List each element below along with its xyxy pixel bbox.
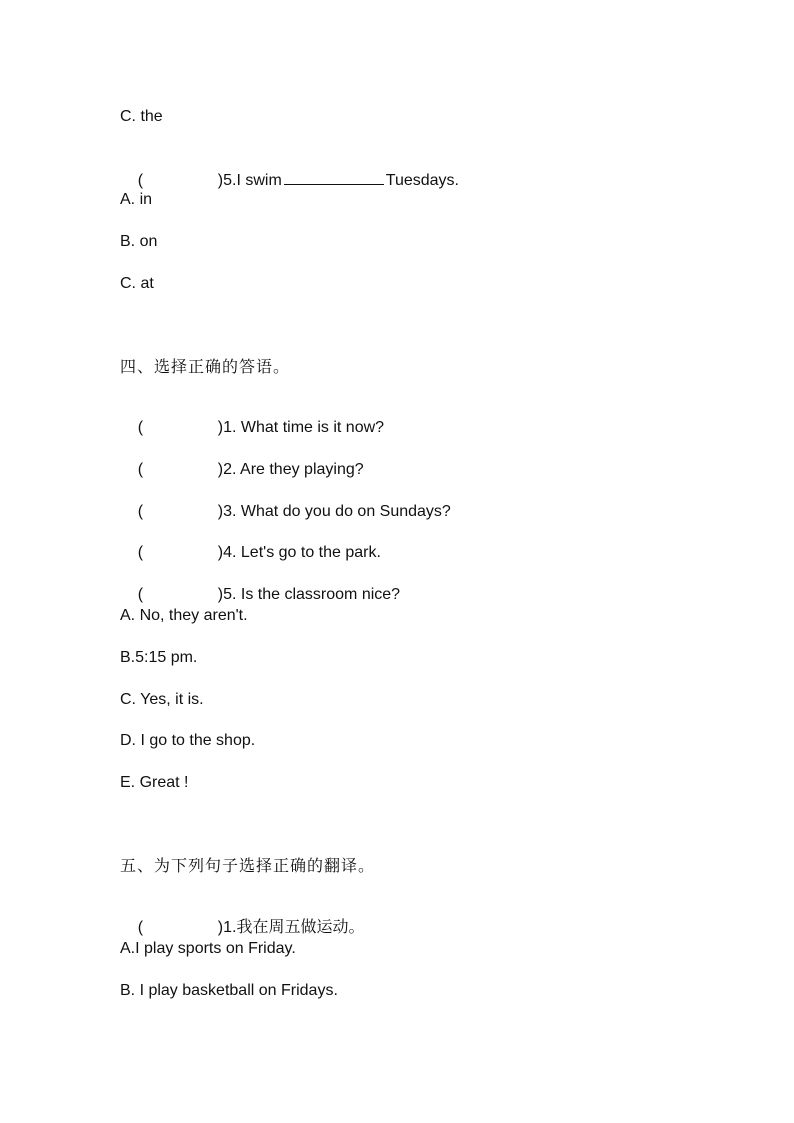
answer-option-e: E. Great ! — [120, 774, 189, 791]
question-text: )1. What time is it now? — [217, 419, 385, 436]
option-q5-b: B. on — [120, 233, 158, 250]
question-text: )4. Let's go to the park. — [217, 544, 381, 561]
question-q5-fill-blank — [120, 149, 459, 211]
answer-option-b: B.5:15 pm. — [120, 649, 198, 666]
option-q4-c: C. the — [120, 108, 163, 125]
answer-paren-open: ( — [137, 919, 144, 936]
question-text: )3. What do you do on Sundays? — [217, 503, 451, 520]
answer-paren-open: ( — [137, 419, 144, 436]
answer-option-c: C. Yes, it is. — [120, 691, 204, 708]
answer-paren-open: ( — [137, 586, 144, 603]
answer-paren-open: ( — [137, 172, 144, 189]
fill-in-blank-line — [284, 169, 384, 185]
answer-paren-open: ( — [137, 503, 144, 520]
question-stem-after: Tuesdays. — [385, 172, 459, 189]
option-q5-a: A. in — [120, 191, 153, 208]
answer-paren-open: ( — [137, 544, 144, 561]
translation-option-a: A.I play sports on Friday. — [120, 940, 296, 957]
question-text: )5. Is the classroom nice? — [217, 586, 401, 603]
answer-option-a: A. No, they aren't. — [120, 607, 248, 624]
answer-option-d: D. I go to the shop. — [120, 732, 256, 749]
translation-option-b: B. I play basketball on Fridays. — [120, 982, 338, 999]
question-text: )1.我在周五做运动。 — [217, 919, 365, 936]
section-4-heading: 四、选择正确的答语。 — [120, 357, 291, 376]
option-q5-c: C. at — [120, 275, 154, 292]
answer-paren-open: ( — [137, 461, 144, 478]
question-text: )2. Are they playing? — [217, 461, 364, 478]
question-stem-before: )5.I swim — [217, 172, 282, 189]
section-5-heading: 五、为下列句子选择正确的翻译。 — [120, 856, 376, 875]
